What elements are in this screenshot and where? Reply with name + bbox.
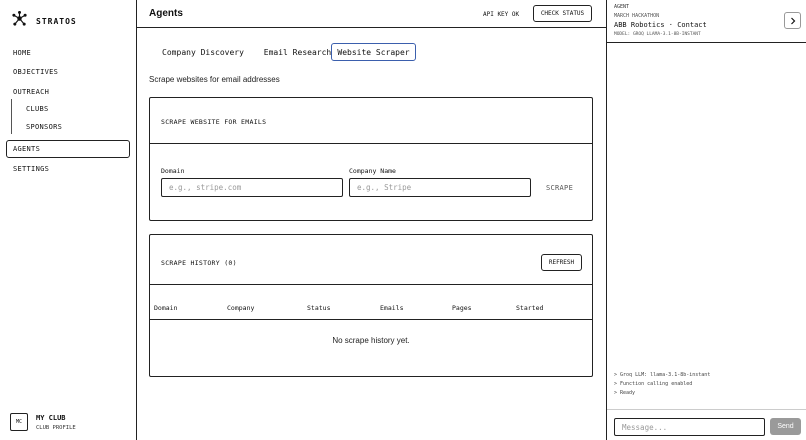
agent-log-line: > Ready	[614, 390, 636, 396]
table-header-divider	[150, 319, 592, 320]
agent-composer	[607, 409, 806, 440]
brand[interactable]	[12, 11, 77, 31]
tab-company-discovery[interactable]: Company Discovery	[162, 47, 244, 57]
agent-contact: ABB Robotics · Contact	[614, 21, 707, 29]
column-header-emails[interactable]: Emails	[380, 304, 404, 312]
sidebar	[0, 0, 137, 440]
sidebar-item-sponsors[interactable]: SPONSORS	[26, 123, 63, 131]
domain-input[interactable]: e.g., stripe.com	[161, 178, 343, 197]
tab-website-scraper[interactable]: Website Scraper	[331, 43, 416, 61]
page-title: Agents	[149, 8, 183, 19]
domain-label: Domain	[161, 167, 185, 175]
company-name-input[interactable]: e.g., Stripe	[349, 178, 531, 197]
main-content	[137, 0, 606, 440]
api-status-text: API KEY OK	[483, 11, 520, 18]
profile-subtitle: CLUB PROFILE	[36, 424, 76, 431]
club-profile[interactable]	[10, 413, 76, 431]
card-divider	[150, 284, 592, 285]
scrape-form-card	[149, 97, 593, 221]
send-button[interactable]: Send	[770, 418, 801, 435]
avatar: MC	[10, 413, 28, 431]
topbar	[137, 0, 606, 28]
sidebar-item-home[interactable]: HOME	[13, 49, 32, 57]
agent-model: MODEL: GROQ LLAMA-3.1-8B-INSTANT	[614, 32, 701, 37]
column-header-domain[interactable]: Domain	[154, 304, 178, 312]
sidebar-item-clubs[interactable]: CLUBS	[26, 105, 49, 113]
column-header-status[interactable]: Status	[307, 304, 331, 312]
column-header-pages[interactable]: Pages	[452, 304, 472, 312]
agent-kicker: AGENT	[614, 4, 630, 10]
agent-log-line: > Function calling enabled	[614, 381, 693, 387]
agent-log-line: > Groq LLM: llama-3.1-8b-instant	[614, 372, 711, 378]
sidebar-item-settings[interactable]: SETTINGS	[13, 165, 50, 173]
scrape-history-card	[149, 234, 593, 377]
sidebar-item-outreach[interactable]: OUTREACH	[13, 88, 50, 96]
check-status-button[interactable]: CHECK STATUS	[533, 5, 592, 22]
brand-name: STRATOS	[36, 16, 77, 26]
card-divider	[150, 143, 592, 144]
sidebar-subnav-rail	[11, 99, 12, 134]
column-header-started[interactable]: Started	[516, 304, 544, 312]
profile-name: MY CLUB	[36, 413, 66, 422]
sidebar-item-objectives[interactable]: OBJECTIVES	[13, 68, 59, 76]
agent-event-name: MARCH HACKATHON	[614, 13, 660, 19]
scrape-form-title: SCRAPE WEBSITE FOR EMAILS	[161, 118, 267, 126]
scrape-button[interactable]: SCRAPE	[546, 184, 574, 192]
chevron-right-icon	[789, 12, 797, 30]
message-input[interactable]: Message...	[614, 418, 765, 436]
empty-history-message: No scrape history yet.	[332, 336, 410, 345]
sidebar-item-agents[interactable]: AGENTS	[13, 145, 41, 153]
tab-email-research[interactable]: Email Research	[263, 47, 332, 57]
column-header-company[interactable]: Company	[227, 304, 255, 312]
section-subtitle: Scrape websites for email addresses	[149, 75, 280, 84]
scrape-history-title: SCRAPE HISTORY (0)	[161, 259, 237, 267]
company-name-label: Company Name	[349, 167, 396, 175]
network-logo-icon	[12, 11, 27, 31]
agent-panel	[606, 0, 806, 440]
expand-panel-button[interactable]	[784, 12, 801, 29]
agent-header	[607, 0, 806, 43]
refresh-button[interactable]: REFRESH	[541, 254, 582, 271]
